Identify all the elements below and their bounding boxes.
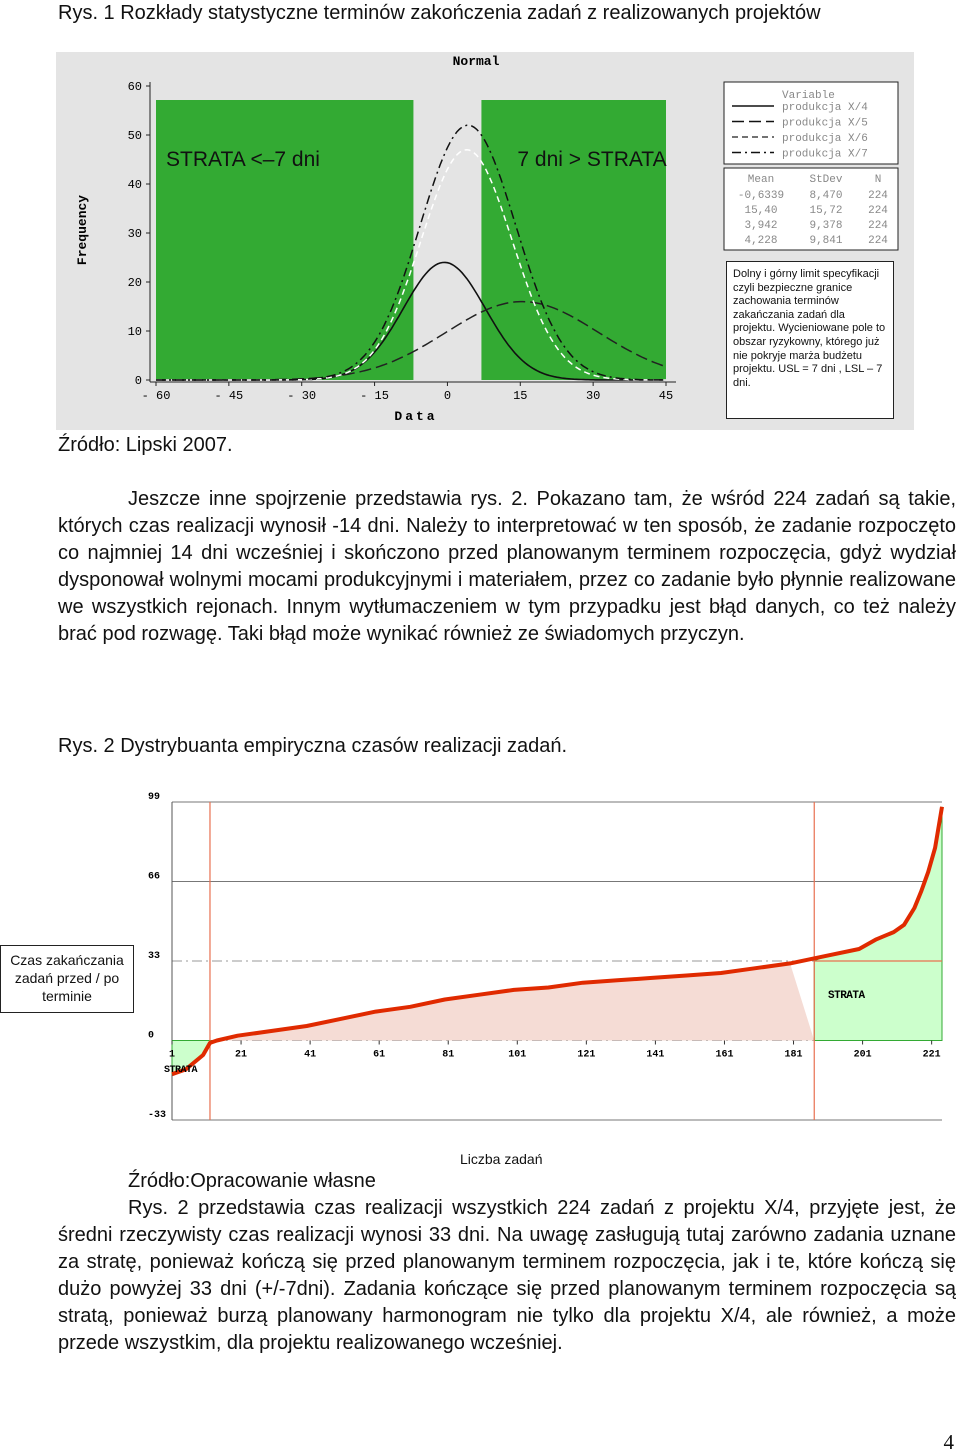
x-tick-label: - 30 xyxy=(287,389,317,403)
x-tick-label: 15 xyxy=(513,389,528,403)
x-tick-label: 121 xyxy=(577,1049,596,1061)
y-axis-label: Frequency xyxy=(75,194,90,266)
stats-cell: -0,6339 xyxy=(737,190,785,202)
stats-cell: 9,841 xyxy=(809,235,843,247)
info-box xyxy=(726,261,894,419)
figure-1-source: Źródło: Lipski 2007. xyxy=(58,434,233,456)
stats-cell: 15,40 xyxy=(744,205,778,217)
legend-title: Variable xyxy=(782,90,835,102)
x-tick-label: 161 xyxy=(715,1049,734,1061)
stats-cell: 9,378 xyxy=(809,220,843,232)
paragraph-1: Jeszcze inne spojrzenie przedstawia rys. 2. Pokazano tam, że wśród 224 zadań są takie, których czas realizacji wynosił -14 dni. Należy to interpretować w ten sposób, że zadanie rozpoczęto co najmniej 14 dni wcześniej i skończono przed planowanym terminem rozpoczęcia, gdyż wydział dysponował wolnymi mocami produkcyjnymi i materiałem, przez co zadanie było płynnie realizowane we wszystkich rejonach. Innym wytłumaczeniem w tym przypadku jest błąd danych, co też należy brać pod rozwagę. Taki błąd może wynikać również ze świadomych przyczyn. xyxy=(58,488,956,645)
y-tick-label: -33 xyxy=(148,1110,167,1121)
paragraph-2: Rys. 2 przedstawia czas realizacji wszystkich 224 zadań z projektu X/4, przyjęte jest, że średni rzeczywisty czas realizacji wynosi 33 dni. Na uwagę zasługują tutaj zarówno zadania uznane za stratę, ponieważ kończą się przed planowanym terminem rozpoczęcia, jak i te, które kończą się dużo powyżej 33 dni (+/-7dni). Zadania kończące się przed planowanym terminem rozpoczęcia są stratą, ponieważ burzą planowany harmonogram nie tylko dla projektu X/4, ale również, a może przede wszystkim, dla projektu realizowanego wcześniej. xyxy=(58,1197,956,1354)
figure-2-caption: Rys. 2 Dystrybuanta empiryczna czasów realizacji zadań. xyxy=(58,735,568,757)
y-tick-label: 0 xyxy=(148,1030,155,1042)
x-tick-label: 201 xyxy=(853,1049,872,1061)
strata-label-right: STRATA xyxy=(828,990,865,1002)
stats-header: N xyxy=(874,174,882,186)
cdf-chart xyxy=(140,790,945,1135)
y-tick-label: 20 xyxy=(127,276,142,290)
x-tick-label: - 15 xyxy=(360,389,389,403)
y-tick-label: 50 xyxy=(127,129,142,143)
strata-label-left: STRATA xyxy=(164,1065,198,1076)
zone-right-label: 7 dni > STRATA xyxy=(517,148,667,171)
x-tick-label: 181 xyxy=(784,1049,803,1061)
x-tick-label: - 45 xyxy=(214,389,244,403)
y-tick-label: 66 xyxy=(148,871,161,883)
stats-header: StDev xyxy=(809,174,843,186)
stats-cell: 224 xyxy=(868,220,888,232)
x-tick-label: 81 xyxy=(442,1049,455,1061)
stats-cell: 15,72 xyxy=(809,205,843,217)
x-tick-label: 61 xyxy=(373,1049,386,1061)
y-tick-label: 33 xyxy=(148,951,161,962)
stats-cell: 3,942 xyxy=(744,220,778,232)
legend-entry: produkcja X/7 xyxy=(782,148,868,161)
y-tick-label: 30 xyxy=(127,227,142,241)
y-tick-label: 0 xyxy=(134,374,142,388)
stats-header: Mean xyxy=(747,174,775,186)
legend-entry: produkcja X/5 xyxy=(782,117,868,130)
x-tick-label: 0 xyxy=(443,389,452,403)
legend-entry: produkcja X/6 xyxy=(782,133,868,145)
figure-2-source: Źródło:Opracowanie własne xyxy=(128,1170,376,1192)
cdf-x-axis-label: Liczba zadań xyxy=(460,1151,543,1167)
figure-1-caption: Rys. 1 Rozkłady statystyczne terminów zakończenia zadań z realizowanych projektów xyxy=(58,2,821,24)
stats-cell: 8,470 xyxy=(809,190,843,202)
x-tick-label: 45 xyxy=(658,389,674,403)
stats-table xyxy=(724,168,898,250)
x-tick-label: 101 xyxy=(508,1049,527,1061)
y-tick-label: 10 xyxy=(127,325,142,339)
x-tick-label: 30 xyxy=(585,389,601,403)
stats-cell: 224 xyxy=(868,190,888,202)
chart-title: Normal xyxy=(452,54,500,69)
y-tick-label: 60 xyxy=(127,80,142,94)
risk-zone-1 xyxy=(156,100,413,380)
zone-left-label: STRATA <–7 dni xyxy=(166,148,320,171)
x-tick-label: 41 xyxy=(304,1049,317,1061)
y-tick-label: 40 xyxy=(127,178,142,192)
x-tick-label: 141 xyxy=(646,1049,665,1061)
stats-cell: 224 xyxy=(868,235,888,247)
legend xyxy=(724,82,898,164)
x-tick-label: 221 xyxy=(922,1049,941,1061)
x-tick-label: - 60 xyxy=(141,389,171,403)
risk-zone-2 xyxy=(481,100,666,380)
info-box-text: Dolny i górny limit specyfikacji czyli bezpieczne granice zachowania terminów zakańczania zadań dla projektu. Wycieniowane pole to obszar ryzykowny, którego już nie pokryje marża budżetu projektu. USL = 7 dni , LSL – 7 dni. xyxy=(733,268,886,389)
stats-cell: 4,228 xyxy=(744,235,778,247)
stats-cell: 224 xyxy=(868,205,888,217)
page-number: 4 xyxy=(943,1430,954,1454)
y-tick-label: 99 xyxy=(148,792,161,803)
legend-entry: produkcja X/4 xyxy=(782,102,868,114)
cdf-y-axis-label: Czas zakańczania zadań przed / po terminie xyxy=(10,952,124,1004)
x-tick-label: 21 xyxy=(235,1049,248,1061)
x-tick-label: 1 xyxy=(168,1049,176,1061)
x-axis-label: Data xyxy=(394,409,438,424)
y-axis-label-box xyxy=(0,945,134,1013)
